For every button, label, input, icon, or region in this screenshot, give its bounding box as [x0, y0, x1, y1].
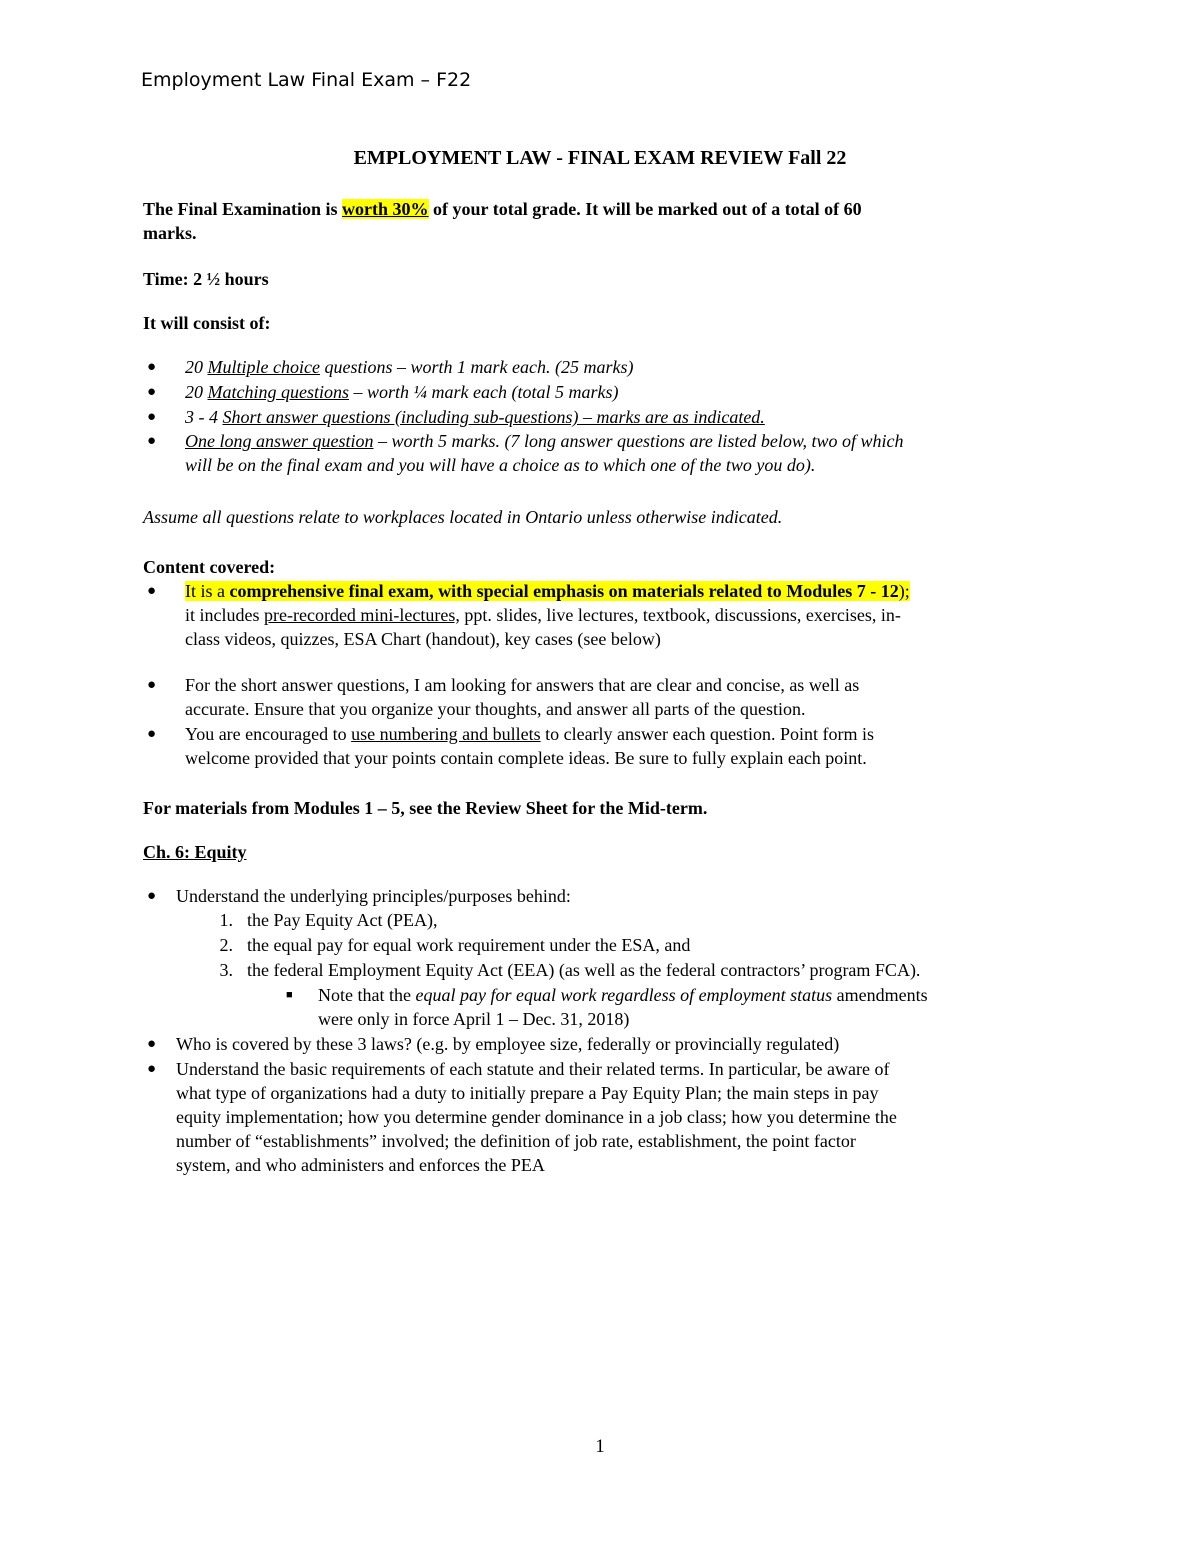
ch6-sub-num-3: 3.	[219, 960, 233, 980]
note-italic: equal pay for equal work regardless of employment status	[415, 985, 833, 1005]
content-item-2	[185, 673, 1065, 721]
content-item-1	[185, 579, 1065, 651]
intro-paragraph	[143, 197, 1063, 245]
bullet-icon: ●	[147, 583, 157, 599]
consist-item-2	[185, 380, 618, 404]
content-item-3	[185, 722, 1065, 770]
item3-line: number of “establishments” involved; the definition of job rate, establishment, the point factor	[176, 1131, 856, 1151]
content-item-1-highlight	[185, 581, 910, 601]
item-num: 20	[185, 357, 208, 377]
item-num: 3 - 4	[185, 407, 223, 427]
content3-post: to clearly answer each question. Point form is	[540, 724, 875, 744]
worth-highlight: worth 30%	[342, 199, 429, 219]
bullet-icon: ●	[147, 384, 157, 400]
item-rest: – worth ¼ mark each (total 5 marks)	[349, 382, 619, 402]
item3-line: system, and who administers and enforces the PEA	[176, 1155, 545, 1175]
item3-line: equity implementation; how you determine gender dominance in a job class; how you determine the	[176, 1107, 897, 1127]
content-pre: It is a	[185, 581, 230, 601]
content-bold: comprehensive final exam, with special emphasis on materials related to Modules 7 - 12	[229, 581, 899, 601]
content-line3: class videos, quizzes, ESA Chart (handout), key cases (see below)	[185, 629, 661, 649]
ch6-heading: Ch. 6: Equity	[143, 842, 247, 862]
consist-heading: It will consist of:	[143, 313, 271, 333]
consist-item-3	[185, 405, 765, 429]
page-number: 1	[595, 1436, 605, 1457]
bullet-icon: ●	[147, 1061, 157, 1077]
ch6-sub-2: the equal pay for equal work requirement under the ESA, and	[247, 935, 691, 955]
content3-underline: use numbering and bullets	[351, 724, 541, 744]
bullet-icon: ●	[147, 359, 157, 375]
ch6-item-2: Who is covered by these 3 laws? (e.g. by employee size, federally or provincially regulated)	[176, 1034, 840, 1054]
ch6-sub-1: the Pay Equity Act (PEA),	[247, 910, 438, 930]
item-underline: One long answer question	[185, 431, 374, 451]
ch6-sub-num-2: 2.	[219, 935, 233, 955]
content-heading: Content covered:	[143, 557, 276, 577]
time-line: Time: 2 ½ hours	[143, 269, 269, 289]
square-bullet-icon: ■	[286, 989, 293, 1001]
document-title: EMPLOYMENT LAW - FINAL EXAM REVIEW Fall 22	[353, 147, 847, 169]
assume-note: Assume all questions relate to workplaces located in Ontario unless otherwise indicated.	[143, 507, 783, 527]
bullet-icon: ●	[147, 1036, 157, 1052]
intro-text-3: marks.	[143, 223, 197, 243]
bullet-icon: ●	[147, 888, 157, 904]
content2-line1: For the short answer questions, I am looking for answers that are clear and concise, as well as	[185, 675, 860, 695]
item-num: 20	[185, 382, 208, 402]
item-underline: Matching questions	[207, 382, 349, 402]
item-rest: – worth 5 marks. (7 long answer questions are listed below, two of which	[373, 431, 904, 451]
consist-item-4	[185, 429, 1065, 477]
content-line2-pre: it includes	[185, 605, 264, 625]
ch6-item-3	[176, 1057, 1066, 1177]
intro-text-2: of your total grade. It will be marked out of a total of 60	[428, 199, 862, 219]
content3-line2: welcome provided that your points contain complete ideas. Be sure to fully explain each point.	[185, 748, 867, 768]
item-line2: will be on the final exam and you will have a choice as to which one of the two you do).	[185, 455, 816, 475]
item-underline: Short answer questions (including sub-questions) – marks are as indicated.	[222, 407, 765, 427]
ch6-item-1: Understand the underlying principles/purposes behind:	[176, 886, 571, 906]
item-rest: questions – worth 1 mark each. (25 marks)	[319, 357, 634, 377]
ch6-sub-num-1: 1.	[219, 910, 233, 930]
item-underline: Multiple choice	[207, 357, 320, 377]
item3-line: what type of organizations had a duty to initially prepare a Pay Equity Plan; the main steps in pay	[176, 1083, 879, 1103]
content2-line2: accurate. Ensure that you organize your thoughts, and answer all parts of the question.	[185, 699, 806, 719]
intro-text-1: The Final Examination is	[143, 199, 343, 219]
note-pre: Note that the	[318, 985, 416, 1005]
bullet-icon: ●	[147, 433, 157, 449]
content-line2-rest: ppt. slides, live lectures, textbook, discussions, exercises, in-	[459, 605, 901, 625]
modules-note: For materials from Modules 1 – 5, see the Review Sheet for the Mid-term.	[143, 798, 708, 818]
bullet-icon: ●	[147, 726, 157, 742]
content-post: );	[898, 581, 910, 601]
ch6-note	[318, 983, 1063, 1031]
page-header: Employment Law Final Exam – F22	[141, 69, 472, 91]
note-post: amendments	[832, 985, 928, 1005]
content3-pre: You are encouraged to	[185, 724, 352, 744]
content-line2-underline: pre-recorded mini-lectures,	[264, 605, 460, 625]
bullet-icon: ●	[147, 409, 157, 425]
item3-line: Understand the basic requirements of each statute and their related terms. In particular, be aware of	[176, 1059, 890, 1079]
note-line2: were only in force April 1 – Dec. 31, 2018)	[318, 1009, 630, 1029]
ch6-sub-3: the federal Employment Equity Act (EEA) (as well as the federal contractors’ program FCA).	[247, 960, 921, 980]
bullet-icon: ●	[147, 677, 157, 693]
consist-item-1	[185, 355, 633, 379]
